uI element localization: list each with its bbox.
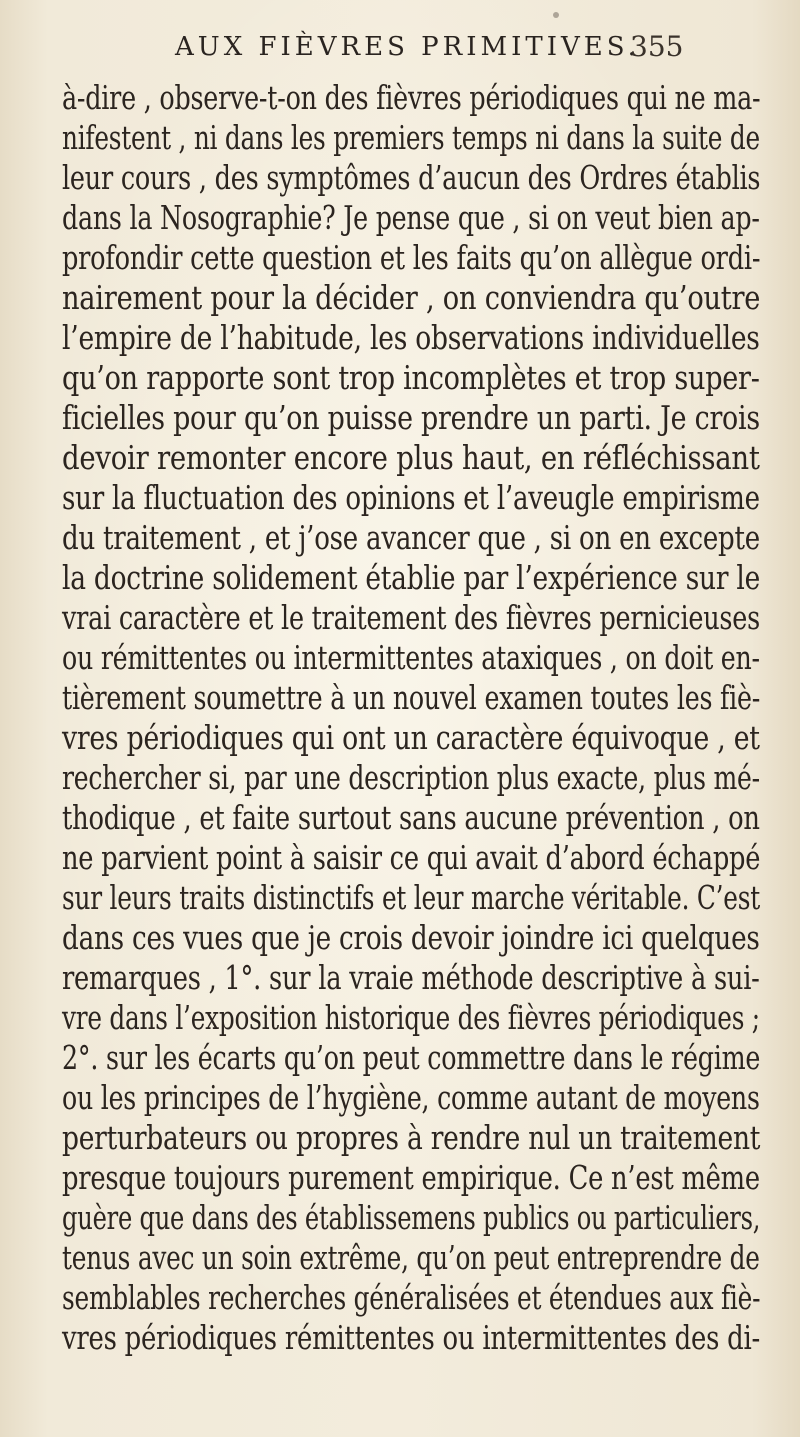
text-line: remarques , 1°. sur la vraie méthode descriptive à sui- [62,958,760,997]
text-line: ne parvient point à saisir ce qui avait d’abord échappé [62,838,761,877]
text-line: dans ces vues que je crois devoir joindre ici quelques [62,918,760,957]
text-line: rechercher si, par une description plus exacte, plus mé- [62,758,760,797]
page-header [0,28,800,68]
text-line: presque toujours purement empirique. Ce n’est même [62,1158,760,1197]
text-line: sur leurs traits distinctifs et leur marche véritable. C’est [62,878,760,917]
text-line: profondir cette question et les faits qu’on allègue ordi- [62,238,761,277]
text-line: guère que dans des établissemens publics ou particuliers, [62,1198,761,1237]
text-line: sur la fluctuation des opinions et l’aveugle empirisme [62,478,760,517]
text-line: ficielles pour qu’on puisse prendre un parti. Je crois [62,398,760,437]
text-line: perturbateurs ou propres à rendre nul un traitement [62,1118,761,1157]
text-line: du traitement , et j’ose avancer que , si on en excepte [62,518,760,557]
text-line: dans la Nosographie? Je pense que , si on veut bien ap- [62,198,760,237]
text-line: devoir remonter encore plus haut, en réfléchissant [62,438,760,477]
text-line: semblables recherches généralisées et étendues aux fiè- [62,1278,761,1317]
text-line: vres périodiques qui ont un caractère équivoque , et [62,718,760,757]
text-line: à-dire , observe-t-on des fièvres périodiques qui ne ma- [62,78,761,117]
text-line: vrai caractère et le traitement des fièvres pernicieuses [62,598,760,637]
text-line: leur cours , des symptômes d’aucun des Ordres établis [62,158,761,197]
text-line: nairement pour la décider , on conviendra qu’outre [62,278,761,317]
text-line: 2°. sur les écarts qu’on peut commettre dans le régime [62,1038,761,1077]
text-line: l’empire de l’habitude, les observations individuelles [62,318,760,357]
text-line: qu’on rapporte sont trop incomplètes et trop super- [62,358,760,397]
text-line: nifestent , ni dans les premiers temps ni dans la suite de [62,118,760,157]
text-line: vres périodiques rémittentes ou intermittentes des di- [62,1318,761,1357]
page-number: 355 [630,30,684,63]
text-line: thodique , et faite surtout sans aucune prévention , on [62,798,760,837]
text-line: la doctrine solidement établie par l’expérience sur le [62,558,761,597]
text-line: ou rémittentes ou intermittentes ataxiques , on doit en- [62,638,760,677]
text-line: vre dans l’exposition historique des fièvres périodiques ; [62,998,760,1037]
text-line: tenus avec un soin extrême, qu’on peut entreprendre de [62,1238,760,1277]
running-title: AUX FIÈVRES PRIMITIVES. [175,32,640,62]
text-line: tièrement soumettre à un nouvel examen toutes les fiè- [62,678,761,717]
text-line: ou les principes de l’hygiène, comme autant de moyens [62,1078,760,1117]
ink-speck [553,12,559,18]
